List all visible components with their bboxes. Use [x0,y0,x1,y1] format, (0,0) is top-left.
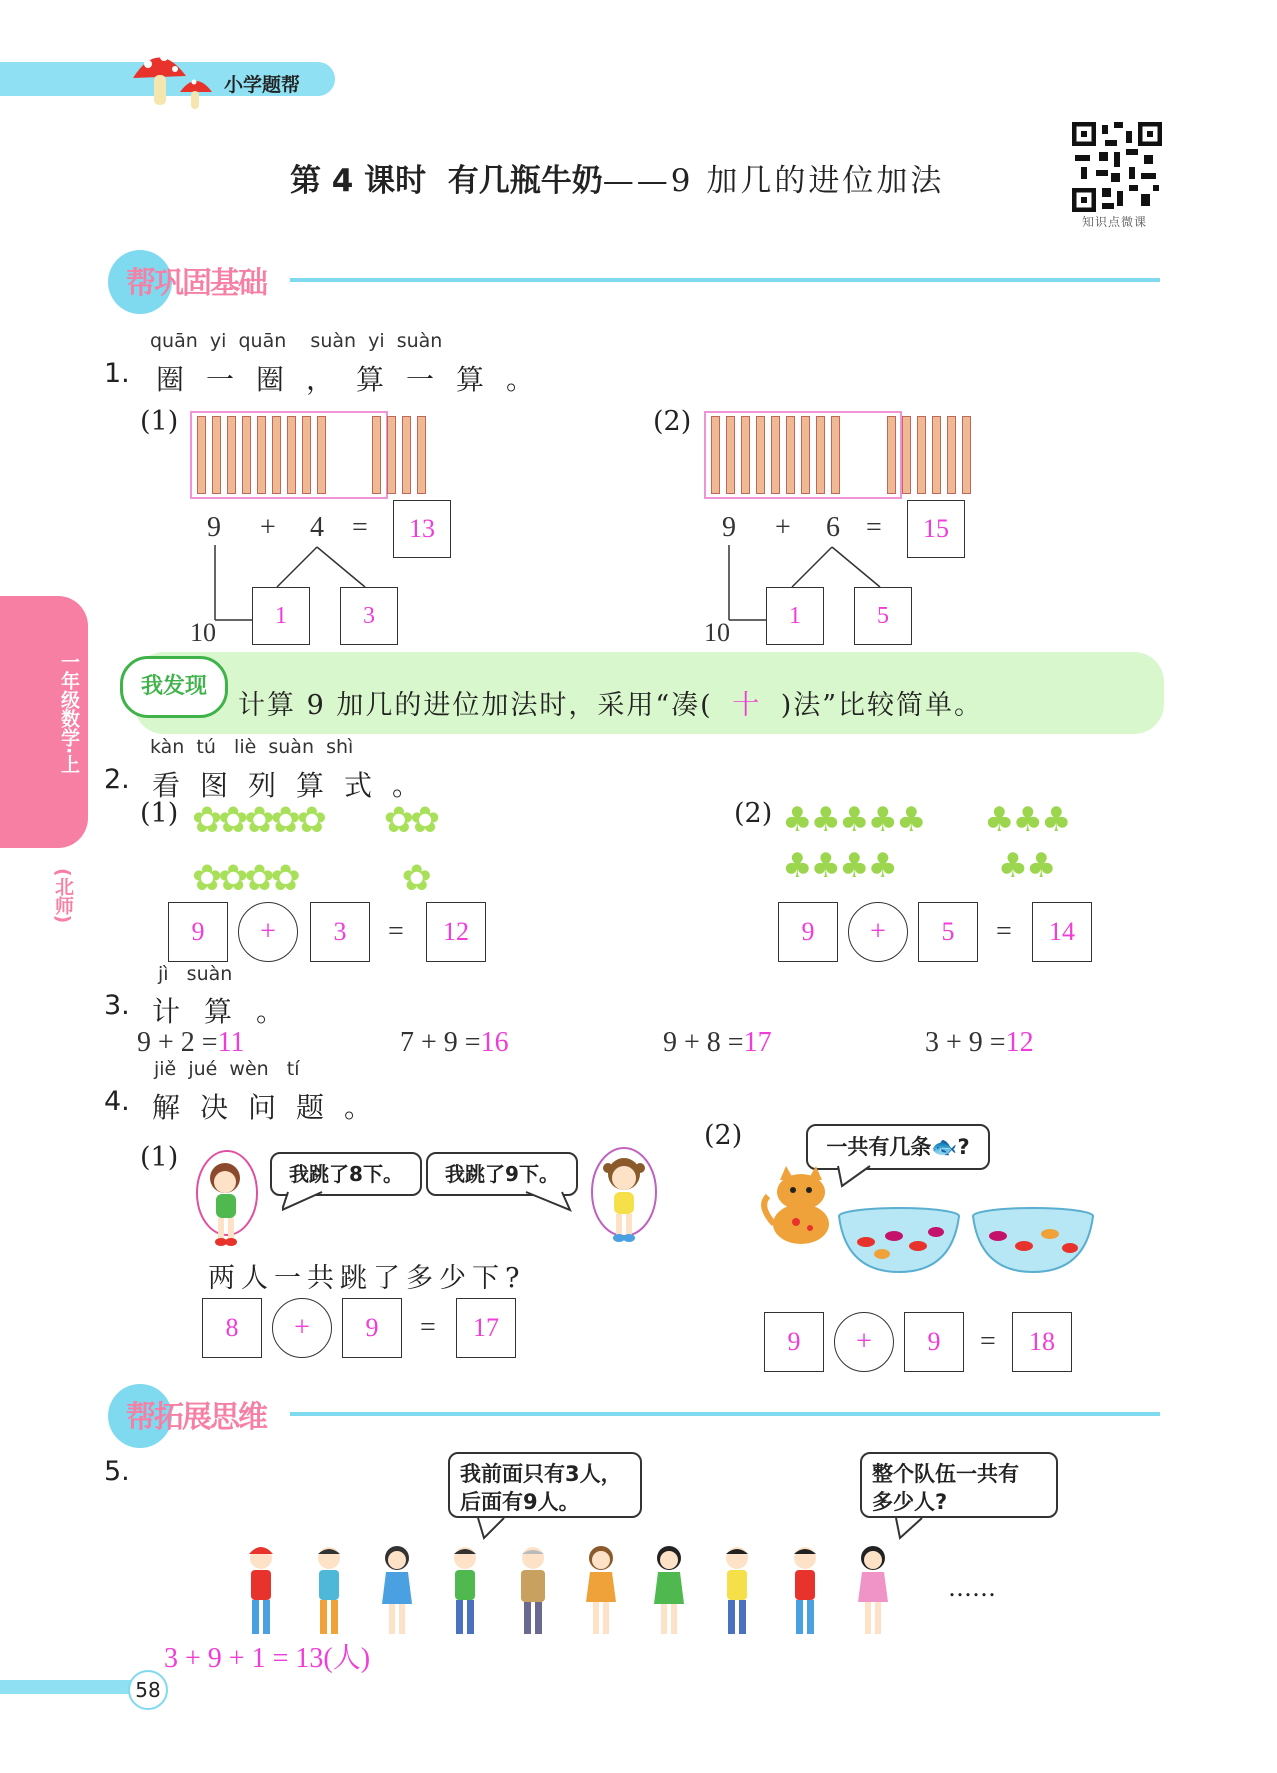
q3-expr: 7 + 9 = [400,1027,481,1058]
q1-p1-b: 4 [310,512,324,543]
stick [317,416,326,494]
q4-p1-op-circle[interactable]: + [272,1298,332,1358]
q3-item-2 [400,1027,509,1059]
q5-answer[interactable]: 3 + 9 + 1 = 13(人) [164,1643,371,1674]
discover-text [238,683,983,722]
stick [887,416,896,494]
stick [257,416,266,494]
girl-jumping-rope-icon [586,1144,662,1256]
q4-p1-bubble-b: 我跳了9下。 [426,1152,578,1196]
q3-expr: 9 + 2 = [137,1027,218,1058]
stick [272,416,281,494]
stick [387,416,396,494]
q1-text: 圈一圈，算一算。 [156,363,557,396]
discover-text-before: 计算 9 加几的进位加法时，采用“凑( [238,690,713,721]
section-divider-basic [290,278,1160,282]
leaf-icon: ✿ [218,800,245,841]
stick [786,416,795,494]
q4-p2-bubble: 一共有几条🐟? [806,1124,990,1170]
stick [402,416,411,494]
bubble-tail [282,1190,332,1214]
q1-p2-sticks-group-b [887,416,971,494]
side-tab-edition: (北师) [52,868,74,924]
q1-p1-op: + [260,512,276,543]
q3-answer[interactable]: 17 [743,1027,772,1058]
q1-p2-op: + [775,512,791,543]
q2-p1-leaves-top [192,800,436,841]
q4-p1-label: (1) [140,1142,179,1173]
q1-p2-eq: = [866,512,882,543]
q1-p1-answer-box[interactable]: 13 [393,500,451,558]
mushroom-icon: ♣ [838,800,868,840]
leaf-icon: ✿ [401,858,428,899]
child-figure-icon [372,1544,422,1640]
q3-answer[interactable]: 12 [1005,1027,1034,1058]
elder-figure-icon [508,1544,558,1640]
q2-p2-answer-box[interactable]: 14 [1032,902,1092,962]
stick [287,416,296,494]
q2-p2-b-box[interactable]: 5 [918,902,978,962]
q2-text: 看图列算式。 [152,769,441,802]
stick [947,416,956,494]
q4-p2-b-box[interactable]: 9 [904,1312,964,1372]
q1-p2-answer-box[interactable]: 15 [907,500,965,558]
section-divider-extend [290,1412,1160,1416]
stick [741,416,750,494]
child-figure-icon [236,1544,286,1640]
child-figure-icon [780,1544,830,1640]
stick [417,416,426,494]
page-title [290,155,944,200]
leaf-icon: ✿ [218,858,245,899]
q2-p1-label: (1) [140,798,179,829]
q4-p1-eq: = [420,1312,436,1343]
q1-p2-ten: 10 [704,618,730,647]
stick [227,416,236,494]
q2-p2-mushrooms-top [782,800,1070,840]
title-bold: 第 4 课时 有几瓶牛奶 [290,163,603,199]
q1-p2-label: (2) [653,406,692,437]
q2-p2-mushrooms-bottom [782,846,1055,886]
bubble-tail [524,1190,574,1214]
stick [756,416,765,494]
q1-p2-split-a-box[interactable]: 1 [766,587,824,645]
mushroom-icon: ♣ [838,846,868,886]
q2-p1-eq: = [388,916,404,947]
leaf-icon: ✿ [244,858,271,899]
stick [711,416,720,494]
stick [242,416,251,494]
q4-number: 4. [104,1086,130,1117]
mushroom-icon: ♣ [1026,846,1055,886]
q1-p1-label: (1) [140,406,179,437]
leaf-icon: ✿ [270,800,297,841]
stick [726,416,735,494]
title-light: ——9 加几的进位加法 [602,163,945,199]
q4-p1-a-box[interactable]: 8 [202,1298,262,1358]
q1-p2-split-b-box[interactable]: 5 [854,587,912,645]
q4-p2-label: (2) [704,1120,743,1151]
q1-p1-split-a-box[interactable]: 1 [252,587,310,645]
leaf-icon: ✿ [192,858,219,899]
leaf-icon: ✿ [409,800,437,841]
qr-code-icon[interactable] [1072,122,1162,212]
cat-icon [756,1166,846,1246]
brand-label: 小学题帮 [224,74,301,96]
leaf-icon: ✿ [244,800,271,841]
q2-p2-a-box[interactable]: 9 [778,902,838,962]
q3-item-3 [663,1027,772,1059]
mushroom-icon: ♣ [782,846,811,886]
stick [917,416,926,494]
mushroom-icon: ♣ [810,800,839,840]
q4-p2-eq: = [980,1326,996,1357]
q1-p1-eq: = [352,512,368,543]
q2-p2-eq: = [996,916,1012,947]
leaf-icon: ✿ [270,858,297,899]
bubble-tail [474,1516,514,1542]
q1-pinyin: quān yi quān suàn yi suàn [150,330,443,352]
qr-caption: 知识点微课 [1082,215,1148,229]
q1-number: 1. [104,358,130,389]
leaf-icon: ✿ [192,800,219,841]
q2-p2-op-circle[interactable]: + [848,902,908,962]
child-figure-icon [712,1544,762,1640]
mushroom-icon: ♣ [895,800,925,840]
q3-item-4 [925,1027,1034,1059]
mushroom-icon: ♣ [810,846,839,886]
q2-p1-a-box[interactable]: 9 [168,902,228,962]
leaf-icon: ✿ [383,800,410,841]
q2-p1-leaves-bottom [192,858,428,899]
girl-jumping-rope-icon [192,1148,262,1258]
mushroom-logo-icon [128,42,218,114]
bubble-tail [892,1516,932,1542]
q3-item-1 [137,1027,245,1059]
q3-answer[interactable]: 11 [217,1027,245,1058]
section-title-basic: 帮巩固基础 [126,266,266,301]
side-tab-grade: 一年级数学·上 [58,652,80,774]
q5-bubble-a: 我前面只有3人， 后面有9人。 [448,1452,642,1518]
q2-p1-answer-box[interactable]: 12 [426,902,486,962]
page-number: 58 [128,1670,168,1710]
discover-badge: 我发现 [120,656,228,718]
stick [212,416,221,494]
mushroom-icon: ♣ [997,846,1027,886]
child-figure-icon [848,1544,898,1640]
stick [932,416,941,494]
q4-p1-bubble-a: 我跳了8下。 [270,1152,422,1196]
stick [831,416,840,494]
q2-number: 2. [104,764,130,795]
queue-children [226,1544,926,1644]
discover-answer[interactable]: 十 [732,690,762,721]
q1-p1-split-b-box[interactable]: 3 [340,587,398,645]
q5-number: 5. [104,1456,130,1487]
q3-number: 3. [104,990,130,1021]
stick [962,416,971,494]
q3-answer[interactable]: 16 [480,1027,509,1058]
q4-text: 解决问题。 [152,1091,393,1124]
child-figure-icon [644,1544,694,1640]
q2-p1-b-box[interactable]: 3 [310,902,370,962]
q4-p1-question: 两人一共跳了多少下? [208,1263,526,1294]
q3-text: 计算。 [152,995,309,1028]
section-title-extend: 帮拓展思维 [126,1400,266,1435]
mushroom-icon: ♣ [867,846,896,886]
q3-expr: 9 + 8 = [663,1027,744,1058]
child-figure-icon [304,1544,354,1640]
q1-p1-a: 9 [207,512,221,543]
q1-p1-sticks-group-b [372,416,426,494]
stick [372,416,381,494]
child-figure-icon [576,1544,626,1640]
discover-text-after: )法”比较简单。 [780,690,984,721]
mushroom-icon: ♣ [782,800,811,840]
stick [197,416,206,494]
mushroom-icon: ♣ [1041,800,1070,840]
fish-bowl-icon [836,1206,962,1276]
q1-p2-sticks-group-a [711,416,840,494]
stick [816,416,825,494]
q1-p2-a: 9 [722,512,736,543]
q1-p1-sticks-group-a [197,416,326,494]
child-figure-icon [440,1544,490,1640]
q3-expr: 3 + 9 = [925,1027,1006,1058]
stick [902,416,911,494]
q4-p2-answer-box[interactable]: 18 [1012,1312,1072,1372]
mushroom-icon: ♣ [984,800,1013,840]
mushroom-icon: ♣ [1012,800,1042,840]
q4-pinyin: jiě jué wèn tí [154,1058,300,1080]
leaf-icon: ✿ [296,800,323,841]
q1-p2-b: 6 [826,512,840,543]
stick [801,416,810,494]
q1-p1-ten: 10 [190,618,216,647]
q2-pinyin: kàn tú liè suàn shì [150,736,354,758]
mushroom-icon: ♣ [867,800,896,840]
stick [302,416,311,494]
q4-p2-op-circle[interactable]: + [834,1312,894,1372]
stick [771,416,780,494]
q3-pinyin: jì suàn [158,963,233,985]
q2-p2-label: (2) [734,798,773,829]
q4-p1-answer-box[interactable]: 17 [456,1298,516,1358]
q5-bubble-b: 整个队伍一共有 多少人? [860,1452,1058,1518]
q4-p2-a-box[interactable]: 9 [764,1312,824,1372]
q2-p1-op-circle[interactable]: + [238,902,298,962]
fish-bowl-icon [970,1206,1096,1276]
q5-ellipsis: …… [948,1574,996,1602]
q4-p1-b-box[interactable]: 9 [342,1298,402,1358]
